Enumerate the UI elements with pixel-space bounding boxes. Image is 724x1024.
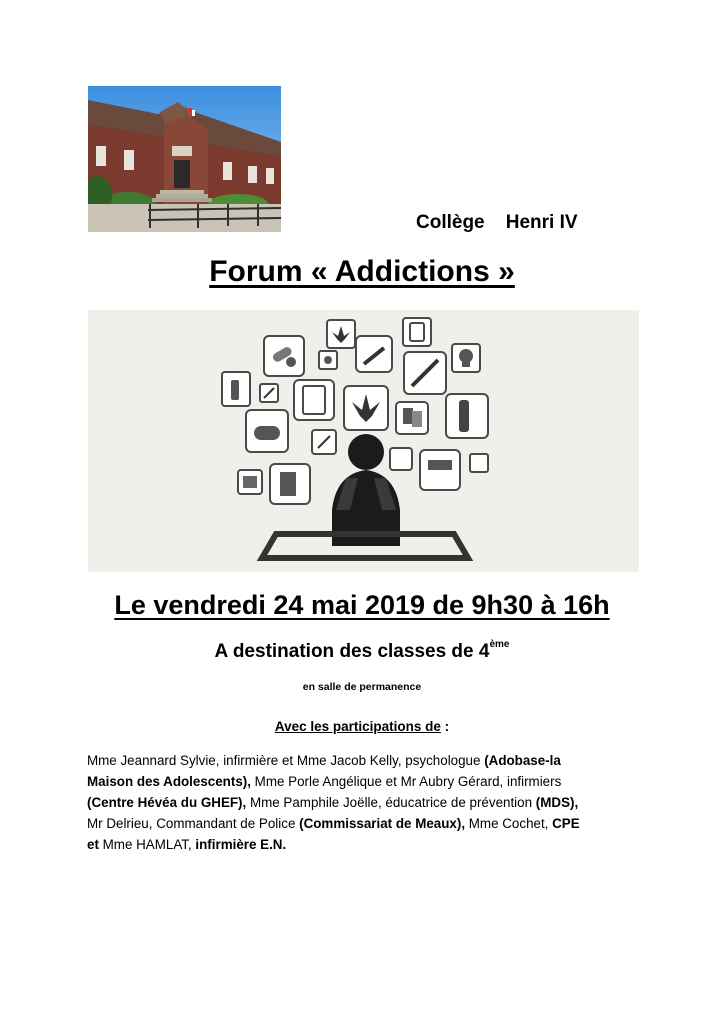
cannabis-leaf-icon: [344, 386, 388, 430]
school-photo: [88, 86, 281, 232]
syringe-icon: [260, 384, 278, 402]
game-controller-icon: [246, 410, 288, 452]
cigarette-icon: [356, 336, 392, 372]
tablet-icon: [294, 380, 334, 420]
skull-icon: [452, 344, 480, 372]
pills-icon: [470, 454, 488, 472]
pills-icon: [264, 336, 304, 376]
cannabis-leaf-icon: [319, 351, 337, 369]
audience-superscript: ème: [489, 639, 510, 650]
participants-list: [87, 750, 647, 855]
school-name: Collège Henri IV: [416, 212, 578, 233]
cannabis-leaf-icon: [327, 320, 355, 348]
participants-line: (Centre Hévéa du GHEF), Mme Pamphile Joëlle, éducatrice de prévention (MDS),: [87, 795, 579, 810]
participations-heading: [0, 719, 724, 734]
participants-line: Maison des Adolescents), Mme Porle Angélique et Mr Aubry Gérard, infirmiers: [87, 774, 562, 789]
event-date-time: Le vendredi 24 mai 2019 de 9h30 à 16h: [114, 590, 610, 620]
playing-cards-icon: [396, 402, 428, 434]
addictions-illustration: [88, 310, 639, 572]
wine-bottle-icon: [446, 394, 488, 438]
participants-line: Mme Jeannard Sylvie, infirmière et Mme Jacob Kelly, psychologue (Adobase-la: [87, 753, 561, 768]
wine-bottle-icon: [222, 372, 250, 406]
syringe-icon: [404, 352, 446, 394]
participations-heading-suffix: :: [440, 719, 450, 734]
participants-line: Mr Delrieu, Commandant de Police (Commissariat de Meaux), Mme Cochet, CPE: [87, 816, 580, 831]
playing-cards-icon: [238, 470, 262, 494]
participants-line: et Mme HAMLAT, infirmière E.N.: [87, 837, 287, 852]
tablet-icon: [403, 318, 431, 346]
event-room: en salle de permanence: [302, 681, 422, 693]
page-title: Forum « Addictions »: [209, 255, 515, 288]
audience-text: A destination des classes de 4: [214, 641, 490, 662]
pipe-icon: [312, 430, 336, 454]
participations-heading-text: Avec les participations de: [274, 719, 441, 734]
playing-cards-icon: [390, 448, 412, 470]
target-audience: [0, 641, 724, 663]
beer-mug-icon: [270, 464, 310, 504]
razor-blade-icon: [420, 450, 460, 490]
